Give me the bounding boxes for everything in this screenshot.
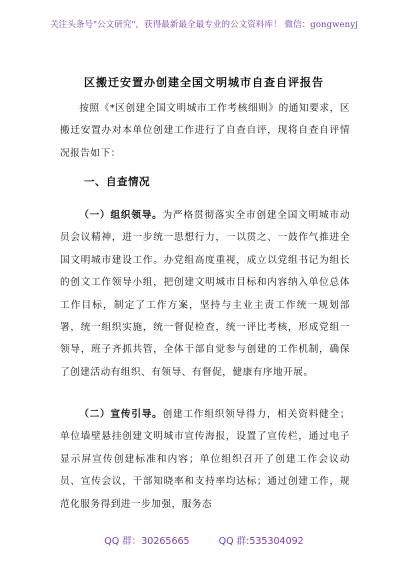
intro-paragraph: 按照《*区创建全国文明城市工作考核细则》的通知要求，区搬迁安置办对本单位创建工作进行了自查自评，现将自查自评情况报告如下：	[60, 103, 350, 159]
footer	[0, 533, 408, 547]
paragraph-lead: （二）宣传引导。	[79, 409, 163, 420]
paragraph-text: 创建工作组织领导得力，相关资料健全；单位墙壁悬挂创建文明城市宣传海报，设置了宣传栏，通过电子显示屏宣传创建标准和内容；单位组织召开了创建工作会议动员、宣传会议，干部知晓率和支持率均达标；通过创建工作，规范化服务得到进一步加强，服务态	[60, 409, 350, 510]
section-heading: 一、自查情况	[84, 176, 150, 188]
footer-qq-group-2: QQ 群:535304092	[218, 536, 304, 547]
document-title: 区搬迁安置办创建全国文明城市自查自评报告	[84, 76, 324, 89]
footer-qq-group-1: QQ 群：30265665	[104, 536, 190, 547]
paragraph-organization	[60, 205, 350, 384]
paragraph-publicity	[60, 404, 350, 516]
paragraph-text: 为严格贯彻落实全市创建全国文明城市动员会议精神，进一步统一思想行力，一以贯之、一鼓作气推进全国文明城市建设工作。办党组高度重视，成立以党组书记为组长的创文工作领导小组，把创建文明城市目标和内容纳入单位总体工作目标，制定了工作方案，坚持与主业主责工作统一规划部署，统一组织实施，统一督促检查，统一评比考核，形成党组一领导，班子齐抓共管，全体干部自觉参与创建的工作机制，确保了创建活动有组织、有领导、有督促，健康有序地开展。	[60, 210, 350, 378]
paragraph-lead: （一）组织领导。	[79, 210, 163, 221]
header-banner: 关注头条号"公文研究"，获得最新最全最专业的公文资料库！ 微信：gongwenyj	[50, 20, 358, 30]
